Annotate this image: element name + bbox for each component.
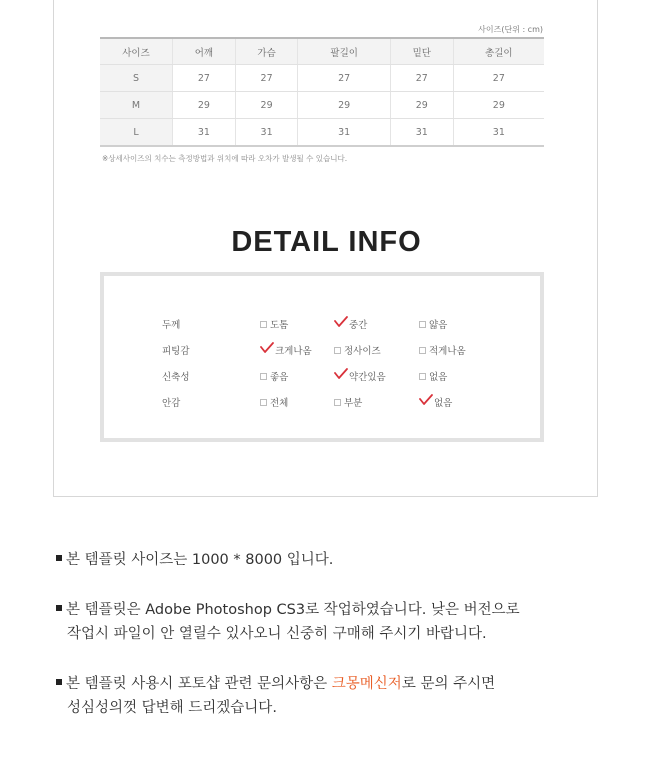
detail-option: [260, 369, 288, 383]
detail-option: [419, 369, 447, 383]
size-value: 31: [390, 119, 453, 147]
note-text: 본 템플릿 사이즈는 1000 * 8000 입니다.: [66, 552, 334, 568]
product-detail-panel: [53, 0, 598, 497]
detail-row: [104, 339, 540, 359]
size-value: 29: [173, 92, 236, 119]
note-text: 로 문의 주시면: [401, 676, 496, 692]
checkmark-icon: [260, 342, 274, 354]
size-label: M: [100, 92, 173, 119]
size-value: 31: [173, 119, 236, 147]
checkmark-icon: [419, 394, 433, 406]
detail-option-label: 좋음: [270, 372, 289, 383]
bullet-icon: [56, 605, 62, 611]
table-row: [100, 119, 544, 147]
detail-option: [419, 395, 452, 409]
size-value: 29: [235, 92, 298, 119]
detail-row-label: 피팅감: [162, 346, 190, 357]
note-contact: [56, 672, 495, 720]
messenger-link[interactable]: 크몽메신저: [331, 676, 402, 692]
detail-option-label: 얇음: [429, 320, 448, 331]
size-table-header: 사이즈: [100, 38, 173, 65]
size-table-header: 총길이: [453, 38, 544, 65]
size-value: 31: [453, 119, 544, 147]
size-unit-note: 사이즈(단위 : cm): [478, 25, 543, 34]
size-value: 31: [298, 119, 390, 147]
detail-option-label: 약간있음: [349, 372, 386, 383]
checkbox-icon: [419, 347, 426, 354]
note-photoshop: [56, 598, 520, 646]
detail-row-label: 신축성: [162, 372, 190, 383]
checkbox-icon: [334, 399, 341, 406]
size-table-header: 어깨: [173, 38, 236, 65]
note-text: 본 템플릿 사용시 포토샵 관련 문의사항은: [66, 676, 332, 692]
checkmark-icon: [334, 368, 348, 380]
table-row: [100, 92, 544, 119]
detail-option-label: 부분: [344, 398, 363, 409]
bullet-icon: [56, 679, 62, 685]
size-table-header-row: [100, 38, 544, 65]
size-value: 29: [453, 92, 544, 119]
checkbox-icon: [419, 373, 426, 380]
note-text: 성심성의껏 답변해 드리겠습니다.: [67, 700, 277, 716]
size-footnote: ※상세사이즈의 치수는 측정방법과 위치에 따라 오차가 발생될 수 있습니다.: [102, 154, 348, 163]
detail-option-label: 도톰: [270, 320, 289, 331]
detail-option: [419, 343, 466, 357]
detail-option-label: 없음: [429, 372, 448, 383]
size-table-header: 가슴: [235, 38, 298, 65]
bullet-icon: [56, 555, 62, 561]
size-label: L: [100, 119, 173, 147]
detail-option: [334, 369, 386, 383]
detail-option-label: 중간: [349, 320, 368, 331]
detail-option-label: 없음: [434, 398, 453, 409]
table-row: [100, 65, 544, 92]
detail-option: [419, 317, 447, 331]
size-value: 27: [235, 65, 298, 92]
detail-option: [260, 395, 288, 409]
size-table-header: 팔길이: [298, 38, 390, 65]
size-label: S: [100, 65, 173, 92]
detail-row-label: 두께: [162, 320, 181, 331]
size-value: 27: [453, 65, 544, 92]
detail-info-box: [100, 272, 544, 442]
detail-option: [334, 343, 381, 357]
checkmark-icon: [334, 316, 348, 328]
detail-info-title: DETAIL INFO: [231, 226, 422, 258]
note-text: 작업시 파일이 안 열릴수 있사오니 신중히 구매해 주시기 바랍니다.: [67, 626, 487, 642]
size-value: 29: [390, 92, 453, 119]
size-value: 31: [235, 119, 298, 147]
note-size: [56, 548, 333, 572]
detail-option-label: 정사이즈: [344, 346, 381, 357]
size-value: 27: [390, 65, 453, 92]
detail-option: [334, 395, 362, 409]
checkbox-icon: [334, 347, 341, 354]
size-value: 29: [298, 92, 390, 119]
detail-row: [104, 313, 540, 333]
checkbox-icon: [260, 373, 267, 380]
checkbox-icon: [260, 321, 267, 328]
detail-option: [260, 343, 312, 357]
detail-row: [104, 391, 540, 411]
size-table: [100, 37, 544, 147]
checkbox-icon: [419, 321, 426, 328]
size-value: 27: [298, 65, 390, 92]
detail-row: [104, 365, 540, 385]
detail-row-label: 안감: [162, 398, 181, 409]
checkbox-icon: [260, 399, 267, 406]
detail-option-label: 적게나옴: [429, 346, 466, 357]
detail-option: [334, 317, 367, 331]
detail-option: [260, 317, 288, 331]
size-value: 27: [173, 65, 236, 92]
note-text: 본 템플릿은 Adobe Photoshop CS3로 작업하였습니다. 낮은 버전으로: [66, 602, 520, 618]
detail-option-label: 크게나옴: [275, 346, 312, 357]
detail-option-label: 전체: [270, 398, 289, 409]
size-table-header: 밑단: [390, 38, 453, 65]
